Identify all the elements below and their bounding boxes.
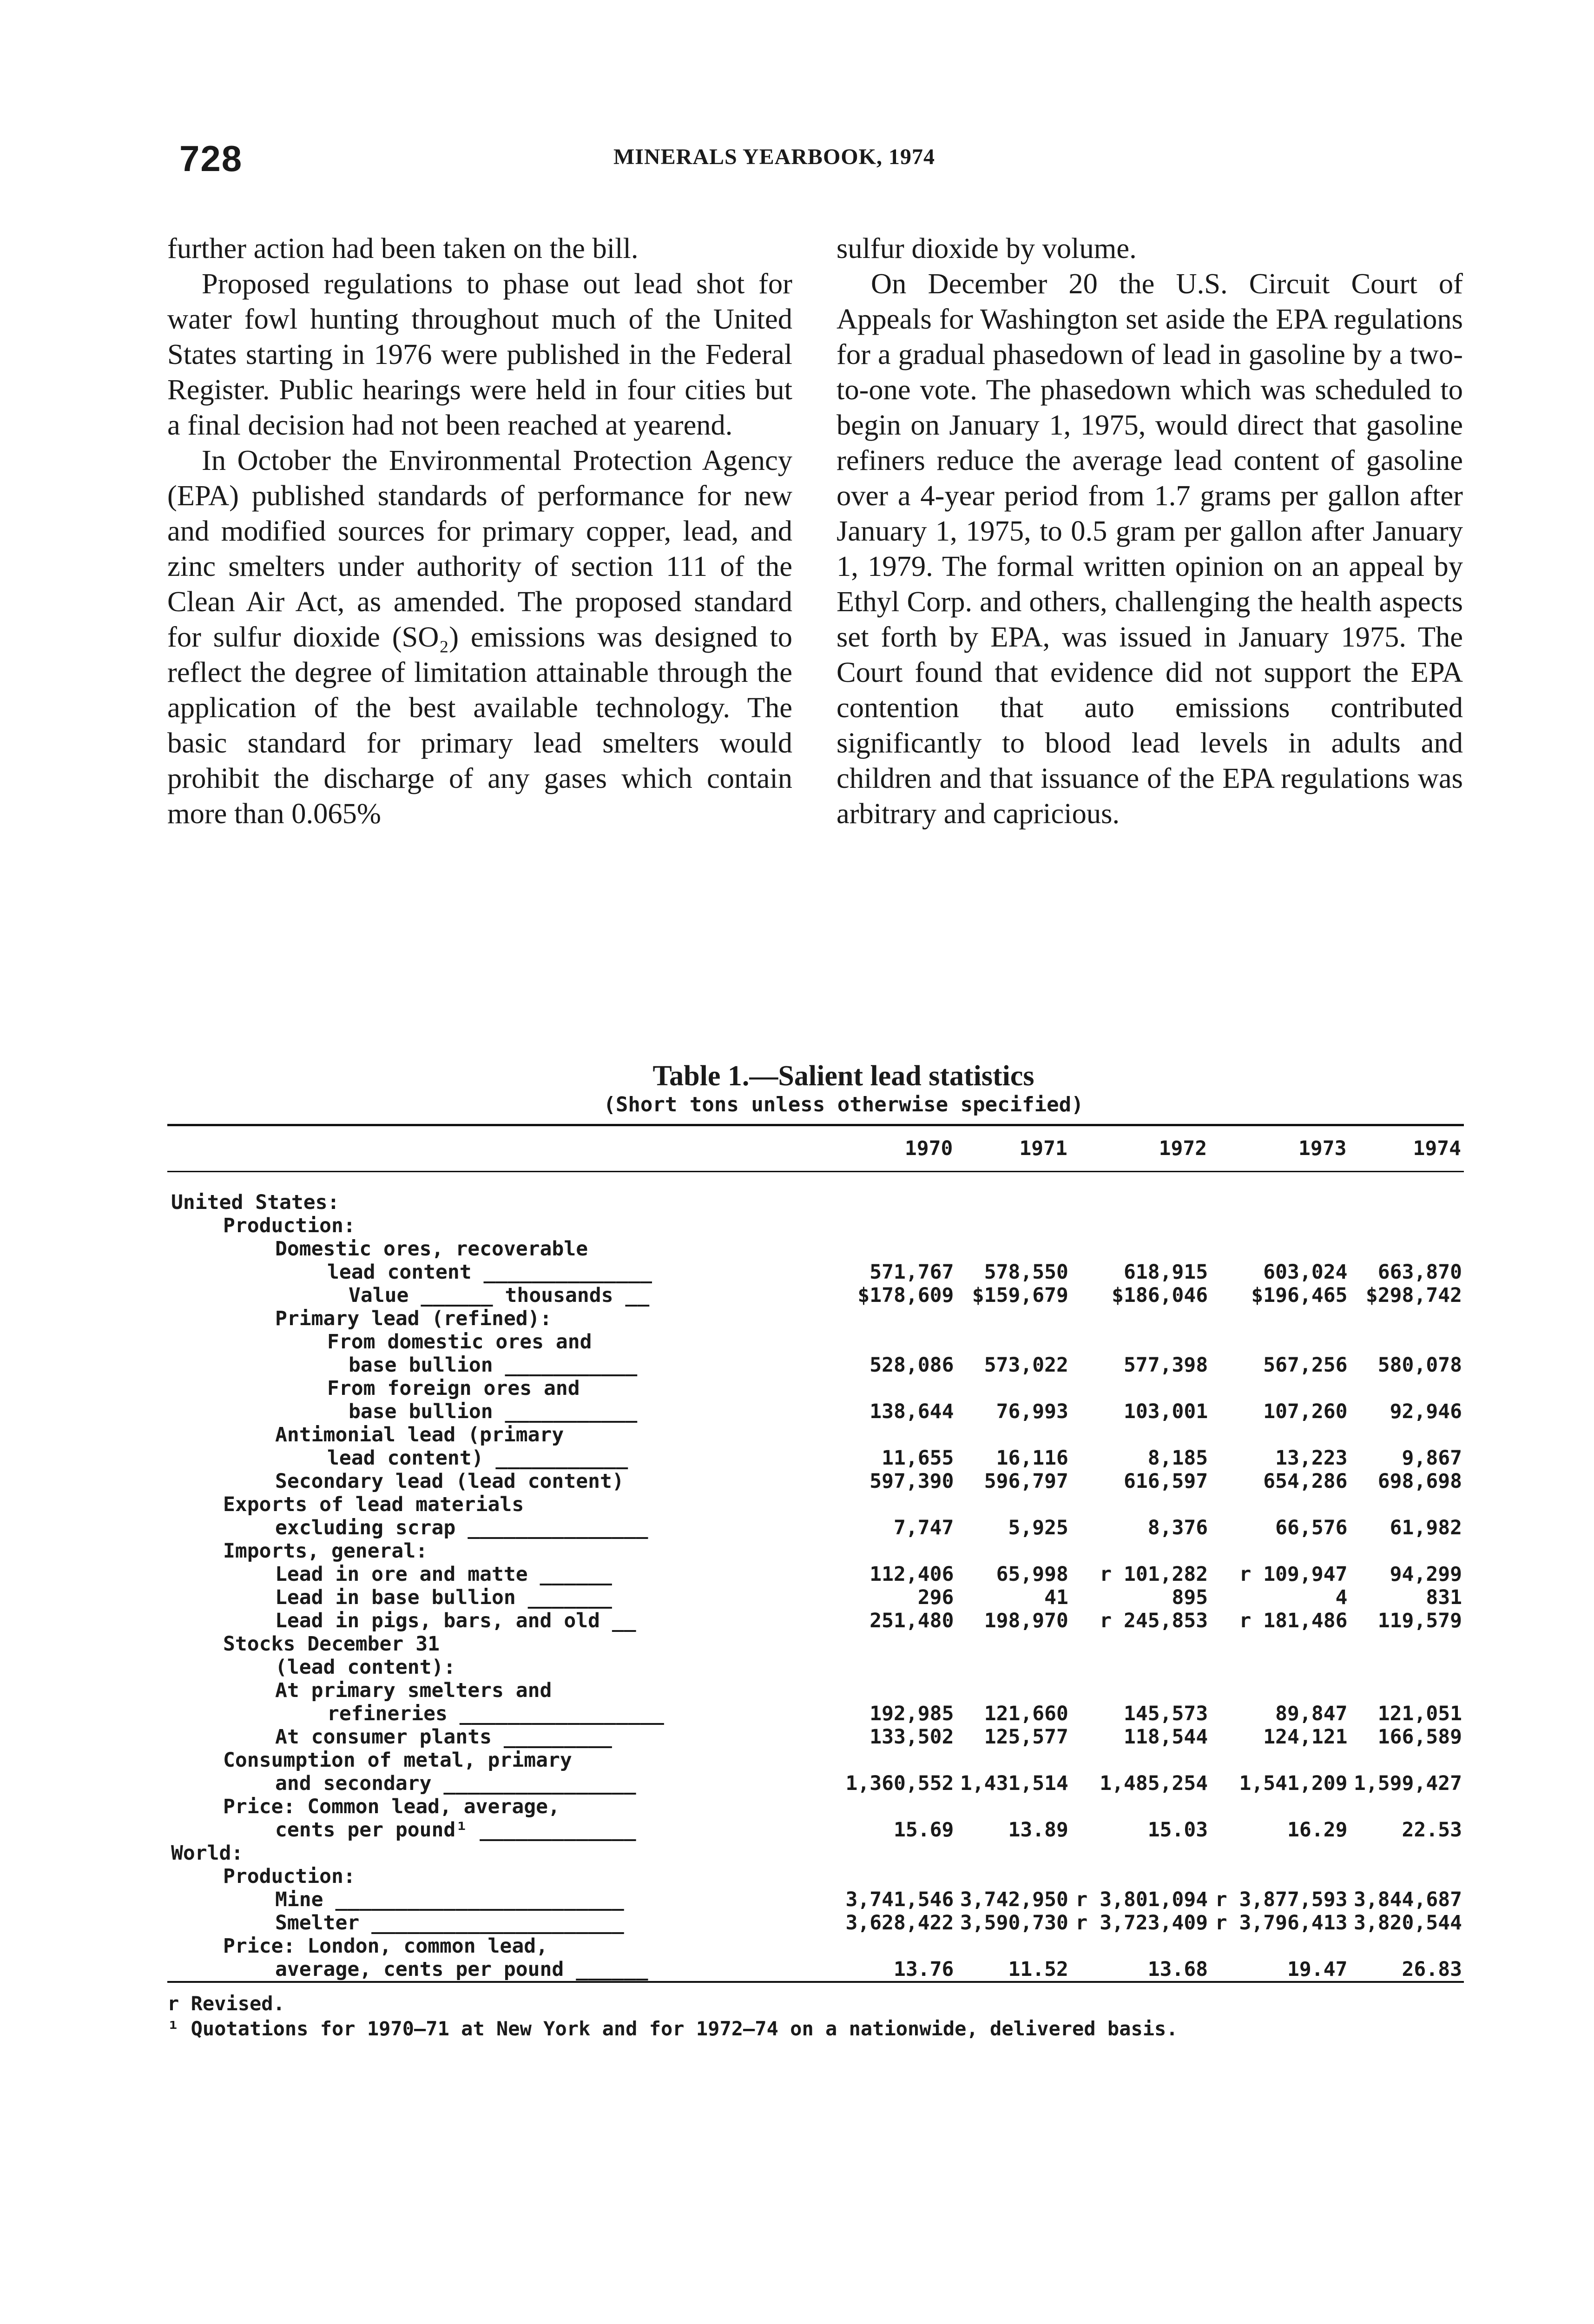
- table-cell: 5,925: [1008, 1516, 1068, 1539]
- table-cell: r 3,877,593: [1215, 1888, 1348, 1911]
- table-row: [167, 1795, 1464, 1818]
- table-row: [167, 1842, 1464, 1865]
- table-row: [167, 1749, 1464, 1772]
- table-cell: [841, 1632, 955, 1656]
- table-row: [167, 1632, 1464, 1656]
- table-cell: 166,589: [1377, 1725, 1462, 1749]
- table-cell: [841, 1934, 955, 1958]
- table-cell: 13.76: [894, 1958, 954, 1981]
- table-cell: 3,628,422: [845, 1911, 954, 1934]
- table-cell: [841, 1842, 955, 1865]
- row-label: Primary lead (refined):: [275, 1307, 552, 1330]
- table-cell: [1070, 1842, 1210, 1865]
- table-cell: 571,767: [869, 1261, 954, 1284]
- table-row: [167, 1237, 1464, 1261]
- table-row: [167, 1470, 1464, 1493]
- table-cell: 3,742,950: [960, 1888, 1068, 1911]
- table-cell: r 3,723,409: [1075, 1911, 1208, 1934]
- table-row: [167, 1516, 1464, 1539]
- table-cell: [1070, 1795, 1210, 1818]
- table-cell: 22.53: [1402, 1818, 1462, 1842]
- row-label: Value ______ thousands __: [349, 1284, 650, 1307]
- row-label: Price: Common lead, average,: [223, 1795, 560, 1818]
- table-cell: [1070, 1423, 1210, 1446]
- table-cell: [1210, 1423, 1349, 1446]
- table-cell: [1070, 1172, 1210, 1215]
- column-header: 1972: [1159, 1137, 1207, 1160]
- row-label: Secondary lead (lead content): [275, 1470, 624, 1493]
- table-cell: [955, 1679, 1070, 1702]
- table-row: [167, 1609, 1464, 1632]
- table-cell: [955, 1539, 1070, 1563]
- table-cell: 112,406: [869, 1563, 954, 1586]
- table-cell: 573,022: [984, 1353, 1068, 1377]
- table-cell: [1210, 1539, 1349, 1563]
- table-cell: [841, 1656, 955, 1679]
- page-number: 728: [179, 138, 243, 179]
- row-label: United States:: [171, 1191, 340, 1214]
- table-cell: [955, 1865, 1070, 1888]
- table-cell: [1070, 1493, 1210, 1516]
- paragraph: further action had been taken on the bill.: [167, 232, 639, 264]
- table-row: [167, 1679, 1464, 1702]
- table-cell: [955, 1632, 1070, 1656]
- table-cell: 1,431,514: [960, 1772, 1068, 1795]
- table-cell: 567,256: [1263, 1353, 1348, 1377]
- column-header: 1974: [1413, 1137, 1461, 1160]
- table-row: [167, 1702, 1464, 1725]
- row-label: Price: London, common lead,: [223, 1934, 548, 1958]
- table-cell: [841, 1214, 955, 1237]
- table-cell: [841, 1423, 955, 1446]
- row-label: World:: [171, 1842, 244, 1865]
- row-label: Lead in base bullion _______: [275, 1586, 612, 1609]
- row-label: Lead in ore and matte ______: [275, 1563, 612, 1586]
- table-cell: 125,577: [984, 1725, 1068, 1749]
- column-header: 1973: [1298, 1137, 1347, 1160]
- table-cell: [1210, 1237, 1349, 1261]
- table-cell: [955, 1214, 1070, 1237]
- table-cell: [1350, 1377, 1464, 1400]
- table-row: [167, 1818, 1464, 1842]
- left-text-column: [167, 231, 792, 831]
- row-label: Lead in pigs, bars, and old __: [275, 1609, 636, 1632]
- table-row: [167, 1330, 1464, 1353]
- table-cell: 26.83: [1402, 1958, 1462, 1981]
- table-cell: [1070, 1307, 1210, 1330]
- table-cell: 92,946: [1390, 1400, 1462, 1423]
- table-row: [167, 1423, 1464, 1446]
- table-row: [167, 1261, 1464, 1284]
- table-cell: 3,844,687: [1354, 1888, 1462, 1911]
- table-cell: [841, 1749, 955, 1772]
- table-cell: 19.47: [1287, 1958, 1348, 1981]
- table-cell: 596,797: [984, 1470, 1068, 1493]
- paragraph: On December 20 the U.S. Circuit Court of Appeals for Washington set aside the EPA regulations for a gradual phasedown of lead in gasoline by a two-to-one vote. The phasedown which was scheduled to begin on January 1, 1975, would direct that gasoline refiners reduce the average lead content of gasoline over a 4-year period from 1.7 grams per gallon after January 1, 1975, to 0.5 gram per gallon after January 1, 1979. The formal written opinion on an appeal by Ethyl Corp. and others, challenging the health aspects set forth by EPA, was issued in January 1975. The Court found that evidence did not support the EPA contention that auto emissions contributed significantly to blood lead levels in adults and children and that issuance of the EPA regulations was arbitrary and capricious.: [837, 267, 1463, 830]
- table-cell: 3,820,544: [1354, 1911, 1462, 1934]
- table-cell: 11.52: [1008, 1958, 1068, 1981]
- right-text-column: [837, 231, 1463, 831]
- row-label: base bullion ___________: [349, 1400, 638, 1423]
- table-row: [167, 1493, 1464, 1516]
- table-cell: 119,579: [1377, 1609, 1462, 1632]
- table-subtitle: (Short tons unless otherwise specified): [603, 1093, 1084, 1116]
- table-cell: [1350, 1172, 1464, 1215]
- table-cell: r 245,853: [1100, 1609, 1208, 1632]
- table-row: [167, 1446, 1464, 1470]
- paragraph: In October the Environmental Protection Agency (EPA) published standards of performance for new and modified sources for primary copper, lead, and zinc smelters under authority of section 111 of the Clean Air Act, as amended. The proposed standard for sulfur dioxide (SO₂) emissions was designed to reflect the degree of limitation attainable through the application of the best available technology. The basic standard for primary lead smelters would prohibit the discharge of any gases which contain more than 0.065%: [167, 444, 792, 830]
- table-cell: 61,982: [1390, 1516, 1462, 1539]
- table-cell: [1210, 1214, 1349, 1237]
- footnote: ¹ Quotations for 1970–71 at New York and for 1972–74 on a nationwide, delivered basis.: [167, 2017, 1178, 2040]
- table-cell: 13.89: [1008, 1818, 1068, 1842]
- paragraph: Proposed regulations to phase out lead shot for water fowl hunting throughout much of the United States starting in 1976 were published in the Federal Register. Public hearings were held in four cities but a final decision had not been reached at yearend.: [167, 267, 792, 441]
- table-cell: [955, 1307, 1070, 1330]
- table-cell: $159,679: [972, 1284, 1068, 1307]
- table-cell: r 3,801,094: [1075, 1888, 1208, 1911]
- table-cell: 663,870: [1377, 1261, 1462, 1284]
- table-cell: [1350, 1934, 1464, 1958]
- table-cell: [1070, 1656, 1210, 1679]
- table-cell: 15.03: [1147, 1818, 1208, 1842]
- row-label: lead content ______________: [327, 1261, 652, 1284]
- table-cell: [841, 1330, 955, 1353]
- table-cell: [955, 1172, 1070, 1215]
- table-cell: [1070, 1237, 1210, 1261]
- table-cell: [1210, 1679, 1349, 1702]
- table-cell: r 101,282: [1100, 1563, 1208, 1586]
- row-label: Consumption of metal, primary: [223, 1749, 572, 1772]
- table-cell: 296: [917, 1586, 954, 1609]
- table-cell: [1350, 1679, 1464, 1702]
- table-cell: [955, 1330, 1070, 1353]
- table-cell: [841, 1795, 955, 1818]
- row-label: (lead content):: [275, 1656, 456, 1679]
- table-cell: 597,390: [869, 1470, 954, 1493]
- table-cell: [841, 1493, 955, 1516]
- row-label: excluding scrap _______________: [275, 1516, 648, 1539]
- table-cell: [1210, 1934, 1349, 1958]
- table-cell: 3,590,730: [960, 1911, 1068, 1934]
- table-cell: [1210, 1632, 1349, 1656]
- table-cell: 198,970: [984, 1609, 1068, 1632]
- table-cell: [955, 1377, 1070, 1400]
- table-cell: $298,742: [1365, 1284, 1462, 1307]
- table-cell: [841, 1539, 955, 1563]
- table-cell: [955, 1749, 1070, 1772]
- footnote: r Revised.: [167, 1992, 285, 2015]
- table-cell: [1350, 1539, 1464, 1563]
- table-cell: 580,078: [1377, 1353, 1462, 1377]
- table-cell: 133,502: [869, 1725, 954, 1749]
- table-cell: [1070, 1749, 1210, 1772]
- table-row: [167, 1307, 1464, 1330]
- table-row: [167, 1214, 1464, 1237]
- table-cell: [1350, 1307, 1464, 1330]
- table-cell: [1210, 1493, 1349, 1516]
- table-cell: 698,698: [1377, 1470, 1462, 1493]
- row-label: At primary smelters and: [275, 1679, 552, 1702]
- row-label: and secondary ________________: [275, 1772, 636, 1795]
- table-cell: 94,299: [1390, 1563, 1462, 1586]
- table-row: [167, 1934, 1464, 1958]
- table-cell: 76,993: [996, 1400, 1068, 1423]
- table-row: [167, 1725, 1464, 1749]
- table-cell: [1210, 1749, 1349, 1772]
- running-head: MINERALS YEARBOOK, 1974: [613, 145, 935, 169]
- row-label: Production:: [223, 1865, 356, 1888]
- table-cell: [1350, 1749, 1464, 1772]
- table-cell: 8,185: [1147, 1446, 1208, 1470]
- table-cell: [1350, 1214, 1464, 1237]
- table-cell: 121,051: [1377, 1702, 1462, 1725]
- table-cell: r 3,796,413: [1215, 1911, 1348, 1934]
- table-cell: [1070, 1330, 1210, 1353]
- row-label: base bullion ___________: [349, 1353, 638, 1377]
- table-cell: 138,644: [869, 1400, 954, 1423]
- table-cell: [1210, 1865, 1349, 1888]
- table-cell: 145,573: [1123, 1702, 1208, 1725]
- table-cell: 7,747: [894, 1516, 954, 1539]
- table-cell: [1070, 1865, 1210, 1888]
- table-cell: [841, 1307, 955, 1330]
- table-cell: [1070, 1539, 1210, 1563]
- table-cell: 9,867: [1402, 1446, 1462, 1470]
- table-cell: 528,086: [869, 1353, 954, 1377]
- table-cell: [1350, 1865, 1464, 1888]
- table-cell: 118,544: [1123, 1725, 1208, 1749]
- table-cell: [1350, 1656, 1464, 1679]
- table-cell: 41: [1044, 1586, 1068, 1609]
- table-cell: [955, 1656, 1070, 1679]
- row-label: Stocks December 31: [223, 1632, 440, 1656]
- table-row: [167, 1539, 1464, 1563]
- table-cell: [955, 1795, 1070, 1818]
- table-cell: r 109,947: [1239, 1563, 1348, 1586]
- table-row: [167, 1656, 1464, 1679]
- table-cell: [1350, 1330, 1464, 1353]
- table-cell: [1350, 1795, 1464, 1818]
- table-title: Table 1.—Salient lead statistics: [652, 1060, 1034, 1092]
- table-cell: [955, 1423, 1070, 1446]
- table-cell: [1210, 1307, 1349, 1330]
- table-cell: [1350, 1237, 1464, 1261]
- table-row: [167, 1888, 1464, 1911]
- table-cell: 831: [1426, 1586, 1462, 1609]
- table-cell: [1350, 1493, 1464, 1516]
- table-row: [167, 1772, 1464, 1795]
- row-label: lead content) ___________: [327, 1446, 628, 1470]
- table-row: [167, 1400, 1464, 1423]
- page-header: [0, 138, 1594, 179]
- row-label: At consumer plants _________: [275, 1725, 612, 1749]
- table-cell: [1350, 1632, 1464, 1656]
- table-cell: $196,465: [1251, 1284, 1348, 1307]
- table-cell: 65,998: [996, 1563, 1068, 1586]
- table-cell: 8,376: [1147, 1516, 1208, 1539]
- table-cell: [1070, 1934, 1210, 1958]
- row-label: Exports of lead materials: [223, 1493, 524, 1516]
- table-cell: [1210, 1842, 1349, 1865]
- table-header-row: [167, 1125, 1464, 1172]
- table-cell: [1350, 1842, 1464, 1865]
- row-label: Domestic ores, recoverable: [275, 1237, 588, 1261]
- row-label: Smelter _____________________: [275, 1911, 624, 1934]
- salient-statistics-table: [167, 1124, 1464, 1983]
- table-cell: 11,655: [882, 1446, 954, 1470]
- table-row: [167, 1911, 1464, 1934]
- table-row: [167, 1353, 1464, 1377]
- table-cell: 895: [1172, 1586, 1208, 1609]
- table-cell: [955, 1934, 1070, 1958]
- column-header: 1971: [1019, 1137, 1067, 1160]
- table-cell: [841, 1172, 955, 1215]
- table-row: [167, 1172, 1464, 1215]
- table-cell: $178,609: [857, 1284, 954, 1307]
- table-cell: [841, 1237, 955, 1261]
- table-cell: 251,480: [869, 1609, 954, 1632]
- table-cell: 107,260: [1263, 1400, 1348, 1423]
- table-row: [167, 1958, 1464, 1982]
- table-cell: 1,360,552: [845, 1772, 954, 1795]
- table-cell: 1,599,427: [1354, 1772, 1462, 1795]
- row-label: Production:: [223, 1214, 356, 1237]
- table-cell: [1070, 1632, 1210, 1656]
- table-cell: 121,660: [984, 1702, 1068, 1725]
- table-row: [167, 1586, 1464, 1609]
- table-cell: 4: [1335, 1586, 1348, 1609]
- table-cell: [1210, 1795, 1349, 1818]
- table-row: [167, 1865, 1464, 1888]
- table-cell: [1070, 1214, 1210, 1237]
- table-cell: [841, 1679, 955, 1702]
- row-label: refineries _________________: [327, 1702, 664, 1725]
- table-cell: [1210, 1656, 1349, 1679]
- paragraph: sulfur dioxide by volume.: [837, 232, 1137, 264]
- table-cell: [955, 1237, 1070, 1261]
- table-cell: [955, 1842, 1070, 1865]
- table-cell: 618,915: [1123, 1261, 1208, 1284]
- row-label: average, cents per pound ______: [275, 1958, 648, 1981]
- table-cell: 578,550: [984, 1261, 1068, 1284]
- table-cell: 16,116: [996, 1446, 1068, 1470]
- table-row: [167, 1377, 1464, 1400]
- table-cell: 15.69: [894, 1818, 954, 1842]
- table-cell: 1,541,209: [1239, 1772, 1348, 1795]
- table-cell: [1210, 1330, 1349, 1353]
- table-cell: [841, 1865, 955, 1888]
- table-cell: 124,121: [1263, 1725, 1348, 1749]
- table-cell: [1210, 1172, 1349, 1215]
- row-label: Mine ________________________: [275, 1888, 624, 1911]
- table-cell: [1070, 1377, 1210, 1400]
- table-cell: [955, 1493, 1070, 1516]
- row-label: Imports, general:: [223, 1539, 428, 1563]
- row-label: cents per pound¹ _____________: [275, 1818, 636, 1842]
- table-cell: 577,398: [1123, 1353, 1208, 1377]
- table-cell: 654,286: [1263, 1470, 1348, 1493]
- table-cell: 66,576: [1275, 1516, 1348, 1539]
- table-cell: [841, 1377, 955, 1400]
- row-label: Antimonial lead (primary: [275, 1423, 564, 1446]
- table-cell: [1210, 1377, 1349, 1400]
- table-row: [167, 1284, 1464, 1307]
- table-cell: 1,485,254: [1100, 1772, 1208, 1795]
- table-cell: 603,024: [1263, 1261, 1348, 1284]
- column-header: 1970: [904, 1137, 953, 1160]
- salient-statistics-table-block: [167, 1060, 1464, 2041]
- table-row: [167, 1563, 1464, 1586]
- table-cell: 616,597: [1123, 1470, 1208, 1493]
- table-cell: 89,847: [1275, 1702, 1348, 1725]
- stub-header: [167, 1125, 841, 1172]
- table-cell: 103,001: [1123, 1400, 1208, 1423]
- table-footnotes: [167, 1991, 1464, 2041]
- table-cell: 13,223: [1275, 1446, 1348, 1470]
- table-cell: 16.29: [1287, 1818, 1348, 1842]
- table-cell: 192,985: [869, 1702, 954, 1725]
- table-cell: [1070, 1679, 1210, 1702]
- table-cell: [1350, 1423, 1464, 1446]
- table-cell: 13.68: [1147, 1958, 1208, 1981]
- table-cell: r 181,486: [1239, 1609, 1348, 1632]
- row-label: From domestic ores and: [327, 1330, 592, 1353]
- row-label: From foreign ores and: [327, 1377, 580, 1400]
- table-cell: $186,046: [1112, 1284, 1208, 1307]
- table-cell: 3,741,546: [845, 1888, 954, 1911]
